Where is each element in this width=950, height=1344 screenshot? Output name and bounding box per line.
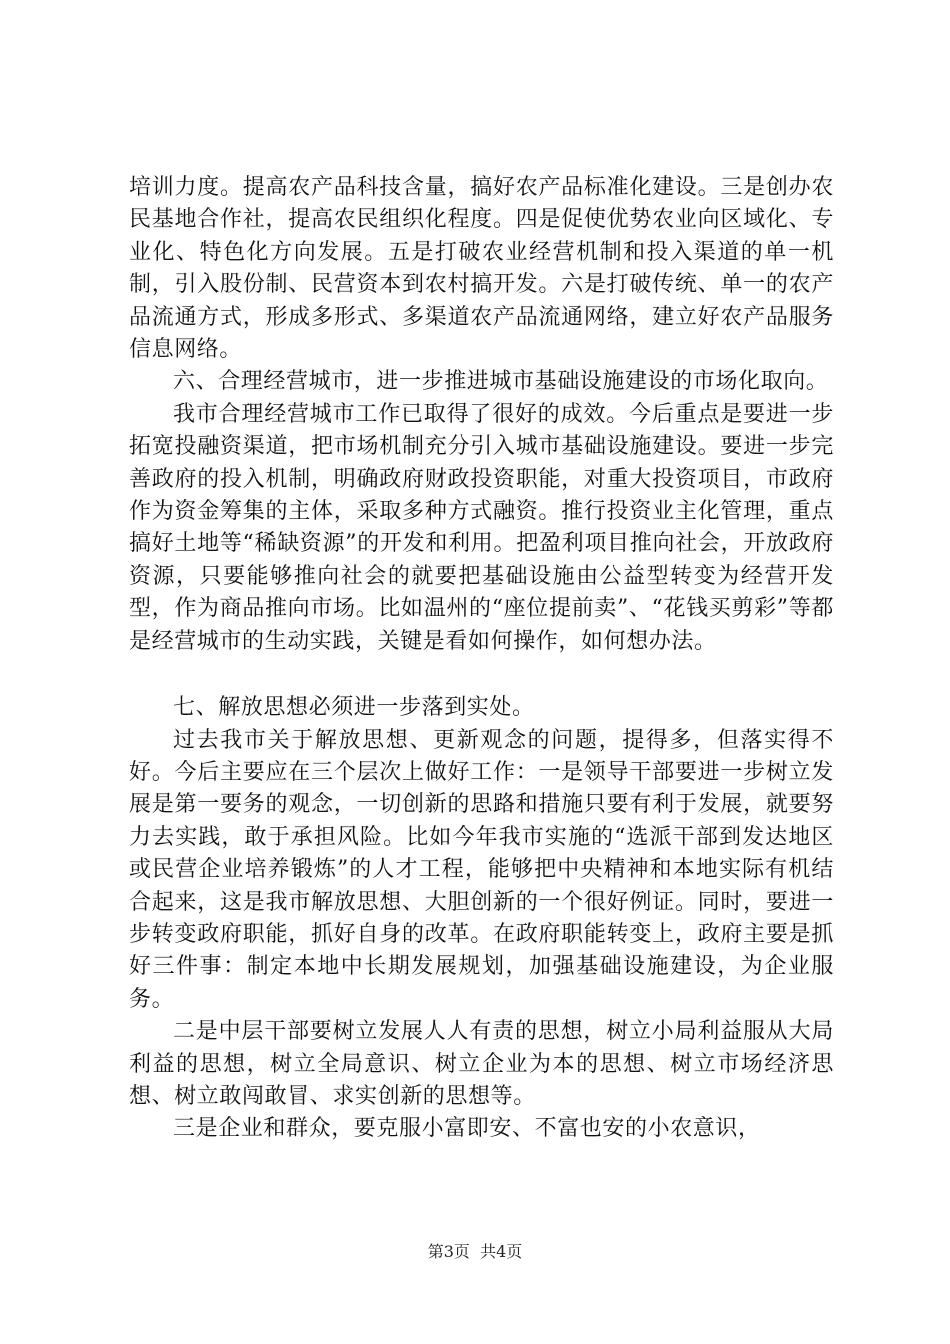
paragraph-city-management: 我市合理经营城市工作已取得了很好的成效。今后重点是要进一步拓宽投融资渠道，把市场机制充分引入城市基础设施建设。要进一步完善政府的投入机制，明确政府财政投资职能，对重大投资项目，市政府作为资金筹集的主体，采取多种方式融资。推行投资业主化管理，重点搞好土地等“稀缺资源”的开发和利用。把盈利项目推向社会，开放政府资源，只要能够推向社会的就要把基础设施由公益型转变为经营开发型，作为商品推向市场。比如温州的“座位提前卖”、“花钱买剪彩”等都是经营城市的生动实践，关键是看如何操作，如何想办法。 xyxy=(129,401,834,654)
paragraph-emancipate-mind: 过去我市关于解放思想、更新观念的问题，提得多，但落实得不好。今后主要应在三个层次上做好工作：一是领导干部要进一步树立发展是第一要务的观念，一切创新的思路和措施只要有利于发展，就要努力去实践，敢于承担风险。比如今年我市实施的“选派干部到发达地区或民营企业培养锻炼”的人才工程，能够把中央精神和本地实际有机结合起来，这是我市解放思想、大胆创新的一个很好例证。同时，要进一步转变政府职能，抓好自身的改革。在政府职能转变上，政府主要是抓好三件事：制定本地中长期发展规划，加强基础设施建设，为企业服务。 xyxy=(129,727,834,1012)
paragraph-agriculture-continued: 培训力度。提高农产品科技含量，搞好农产品标准化建设。三是创办农民基地合作社，提高农民组织化程度。四是促使优势农业向区域化、专业化、特色化方向发展。五是打破农业经营机制和投入渠道的单一机制，引入股份制、民营资本到农村搞开发。六是打破传统、单一的农产品流通方式，形成多形式、多渠道农产品流通网络，建立好农产品服务信息网络。 xyxy=(129,175,834,363)
section-heading-seven: 七、解放思想必须进一步落到实处。 xyxy=(173,695,535,721)
paragraph-enterprises-masses: 三是企业和群众，要克服小富即安、不富也安的小农意识， xyxy=(173,1116,761,1142)
page-footer xyxy=(0,1242,950,1262)
section-heading-six: 六、合理经营城市，进一步推进城市基础设施建设的市场化取向。 xyxy=(173,369,829,395)
page-number: 第3页 共4页 xyxy=(427,1242,523,1261)
paragraph-middle-cadres: 二是中层干部要树立发展人人有责的思想，树立小局利益服从大局利益的思想，树立全局意识、树立企业为本的思想、树立市场经济思想、树立敢闯敢冒、求实创新的思想等。 xyxy=(129,1019,834,1109)
document-body xyxy=(129,172,834,1146)
